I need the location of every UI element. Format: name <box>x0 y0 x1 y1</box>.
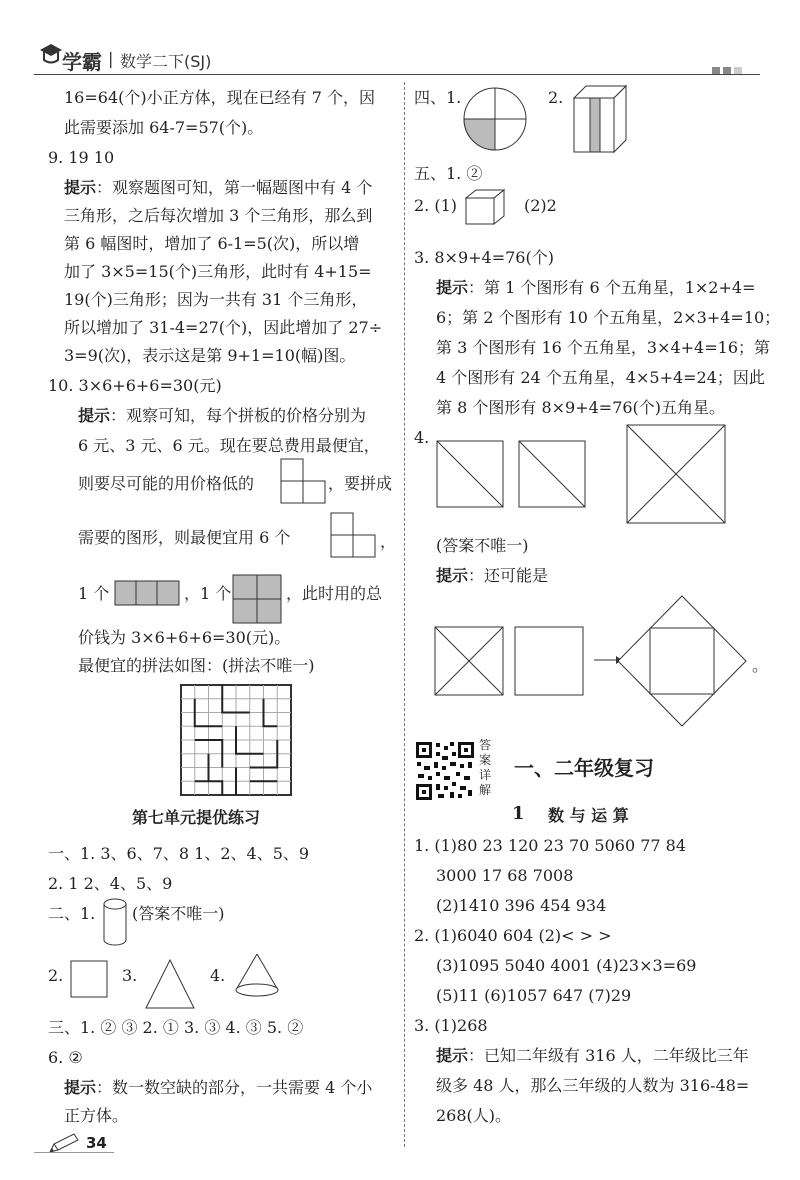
square-diagonal-figure <box>436 440 504 508</box>
diamond-square-figure <box>616 594 748 728</box>
review-a2-line3: (5)11 (6)1057 647 (7)29 <box>436 986 632 1005</box>
hint-a3-line1: 提示：已知二年级有 316 人，二年级比三年 <box>436 1046 749 1065</box>
answer-s5: 三、1. ② ③ 2. ① 3. ③ 4. ③ 5. ② <box>48 1018 304 1037</box>
circle-quarter-figure <box>462 86 528 152</box>
answer-s3: 二、1. <box>48 904 96 923</box>
bar-tile-icon <box>114 580 180 606</box>
answer-9: 9. 19 10 <box>48 148 115 167</box>
triangle-icon <box>144 958 196 1010</box>
answer-s4-4: 4. <box>210 966 226 985</box>
answer-s1: 一、1. 3、6、7、8 1、2、4、5、9 <box>48 844 310 863</box>
hint-s6-line1: 提示：数一数空缺的部分，一共需要 4 个小 <box>64 1078 373 1097</box>
square-icon <box>70 960 108 998</box>
tiling-grid-figure <box>180 684 292 796</box>
hint-10-line1: 提示：观察可知，每个拼板的价格分别为 <box>78 406 367 425</box>
text-line: 16=64(个)小正方体，现在已经有 7 个，因 <box>64 88 375 107</box>
answer-r5-4: 4. <box>414 428 430 447</box>
hint-10-line3b: ，要拼成 <box>328 474 393 493</box>
square-cross-figure <box>434 626 504 696</box>
answer-10: 10. 3×6+6+6=30(元) <box>48 376 222 395</box>
hint-a3-line3: 268(人)。 <box>436 1106 512 1125</box>
hint-r5-4: 提示：还可能是 <box>436 566 549 585</box>
hint-10-line5b: ，1 个 <box>184 584 232 603</box>
hint-9-line6: 所以增加了 31-4=27(个)，因此增加了 27÷ <box>64 318 383 337</box>
header-separator: | <box>108 49 114 68</box>
review-a3: 3. (1)268 <box>414 1016 488 1035</box>
answer-r5-3: 3. 8×9+4=76(个) <box>414 248 554 267</box>
hint-9-line2: 三角形，之后每次增加 3 个三角形，那么到 <box>64 206 373 225</box>
hint-9-line3: 第 6 幅图时，增加了 6-1=5(次)，所以增 <box>64 234 360 253</box>
hint-r5-line2: 6；第 2 个图形有 10 个五角星，2×3+4=10； <box>436 308 781 327</box>
hint-a3-line2: 级多 48 人，那么三年级的人数为 316-48= <box>436 1076 750 1095</box>
square-figure <box>514 626 584 696</box>
hint-10-line4b: ， <box>380 532 397 551</box>
answer-r4-1: 四、1. <box>414 88 462 107</box>
hint-label: 提示 <box>78 406 111 425</box>
mortarboard-icon <box>38 40 64 66</box>
hint-10-line5a: 1 个 <box>78 584 110 603</box>
square-diagonal-figure <box>518 440 586 508</box>
l-shaped-tile-icon <box>280 458 326 504</box>
answer-s4-2: 2. <box>48 966 64 985</box>
l-shaped-tile-icon <box>330 512 376 558</box>
answer-s3-note: (答案不唯一) <box>132 904 225 923</box>
pencil-icon <box>48 1132 82 1154</box>
hint-r5-line4: 4 个图形有 24 个五角星，4×5+4=24；因此 <box>436 368 765 387</box>
hint-10-line6: 价钱为 3×6+6+6=30(元)。 <box>78 628 291 647</box>
column-divider <box>404 82 405 1147</box>
hint-s6-line2: 正方体。 <box>64 1106 129 1125</box>
hint-10-line4a: 需要的图形，则最便宜用 6 个 <box>78 528 291 547</box>
hint-9-line1: 提示：观察题图可知，第一幅题图中有 4 个 <box>64 178 373 197</box>
qr-caption: 答 案 详 解 <box>479 738 492 797</box>
hint-label: 提示 <box>436 278 469 297</box>
review-a1-line3: (2)1410 396 454 934 <box>436 896 607 915</box>
square-cross-figure <box>626 424 726 524</box>
hint-10-line5c: ，此时用的总 <box>286 584 383 603</box>
brand-logo: 学霸 <box>62 50 102 74</box>
period: 。 <box>752 656 769 675</box>
hint-r5-line1: 提示：第 1 个图形有 6 个五角星，1×2+4= <box>436 278 756 297</box>
cube-icon <box>464 188 506 226</box>
cone-icon <box>232 952 282 998</box>
text-line: 此需要添加 64-7=57(个)。 <box>64 118 264 137</box>
answer-r4-2: 2. <box>548 88 564 107</box>
answer-s6: 6. ② <box>48 1048 83 1067</box>
cylinder-icon <box>102 898 128 948</box>
review-a2-line2: (3)1095 5040 4001 (4)23×3=69 <box>436 956 697 975</box>
hint-r5-line5: 第 8 个图形有 8×9+4=76(个)五角星。 <box>436 398 726 417</box>
book-title: 数学二下(SJ) <box>120 52 212 71</box>
hint-10-line7: 最便宜的拼法如图：(拼法不唯一) <box>78 656 315 675</box>
review-a1: 1. (1)80 23 120 23 70 5060 77 84 <box>414 836 687 855</box>
page-number: 34 <box>86 1134 107 1152</box>
hint-label: 提示 <box>64 1078 97 1097</box>
answer-r5-1: 五、1. ② <box>414 164 483 183</box>
answer-note: (答案不唯一) <box>436 536 529 555</box>
answer-r5-2b: (2)2 <box>524 196 557 215</box>
answer-s2: 2. 1 2、4、5、9 <box>48 874 173 893</box>
subsection-number: 1 <box>512 803 525 824</box>
answer-s4-3: 3. <box>122 966 138 985</box>
page-header <box>0 0 800 80</box>
hint-9-line7: 3=9(次)，表示这是第 9+1=10(幅)图。 <box>64 346 356 365</box>
review-a1-line2: 3000 17 68 7008 <box>436 866 574 885</box>
answer-r5-2a: 2. (1) <box>414 196 458 215</box>
hint-10-line2: 6 元、3 元、6 元。现在要总费用最便宜， <box>78 436 380 455</box>
subsection-title: 数 与 运 算 <box>548 806 629 825</box>
unit-title: 第七单元提优练习 <box>132 808 261 827</box>
hint-9-line5: 19(个)三角形；因为一共有 31 个三角形， <box>64 290 368 309</box>
header-decoration <box>712 60 745 79</box>
square-tile-icon <box>232 574 282 624</box>
header-rule <box>34 74 760 75</box>
hint-r5-line3: 第 3 个图形有 16 个五角星，3×4+4=16；第 <box>436 338 771 357</box>
section-title: 一、二年级复习 <box>514 756 654 780</box>
hint-label: 提示 <box>64 178 97 197</box>
hint-9-line4: 加了 3×5=15(个)三角形，此时有 4+15= <box>64 262 372 281</box>
hint-label: 提示 <box>436 566 469 585</box>
hint-10-line3a: 则要尽可能的用价格低的 <box>78 474 255 493</box>
cuboid-figure <box>572 84 628 154</box>
qr-code-icon[interactable] <box>414 740 476 802</box>
footer-rule <box>34 1152 114 1153</box>
hint-label: 提示 <box>436 1046 469 1065</box>
review-a2: 2. (1)6040 604 (2)< > > <box>414 926 612 945</box>
